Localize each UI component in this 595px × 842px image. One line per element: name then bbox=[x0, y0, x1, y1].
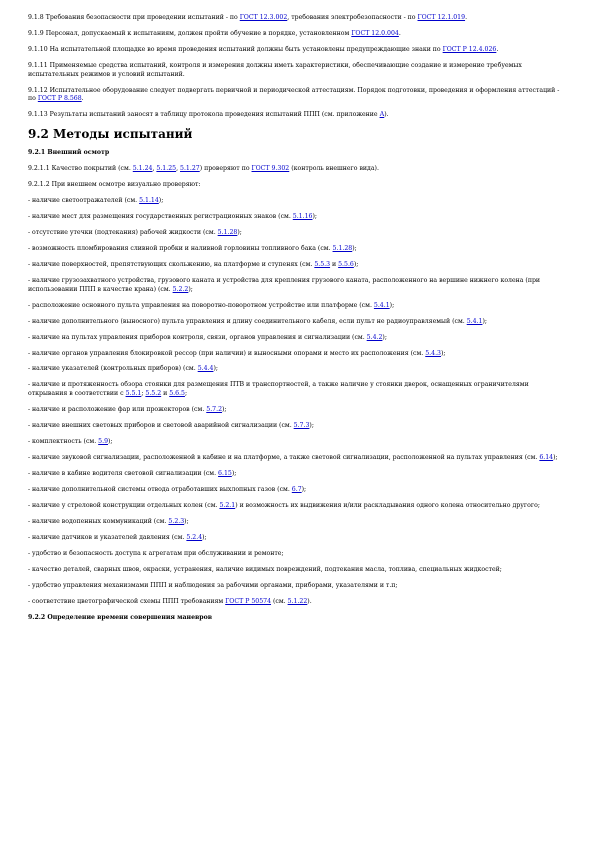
text-segment: 9.1.9 Персонал, допускаемый к испытаниям, должен пройти обучение в порядке, установленном bbox=[28, 29, 352, 37]
text-segment: ); bbox=[222, 406, 227, 414]
text-segment: ); bbox=[482, 317, 487, 325]
reference-link[interactable]: 5.4.3 bbox=[425, 349, 441, 357]
text-segment: ); bbox=[352, 245, 357, 252]
text-segment: - удобство и безопасность доступа к агрегатам при обслуживании и ремонте; bbox=[28, 549, 284, 557]
reference-link[interactable]: ГОСТ 12.0.004 bbox=[351, 29, 399, 37]
text-segment: - наличие грузозахватного устройства, грузового каната и устройства для крепления грузового каната, расположенного на вершине нижнего колена (при использовании ППП в качестве крана) (см. bbox=[28, 276, 541, 293]
reference-link[interactable]: 5.4.4 bbox=[197, 365, 214, 373]
list-item bbox=[28, 318, 567, 327]
paragraph bbox=[28, 87, 567, 104]
reference-link[interactable]: 5.5.1 bbox=[125, 390, 142, 398]
reference-link[interactable]: ГОСТ 12.3.002 bbox=[239, 14, 288, 21]
subsection-title-maneuver-time: 9.2.2 Определение времени совершения маневров bbox=[28, 613, 213, 621]
subsection-title-external-inspection: 9.2.1 Внешний осмотр bbox=[28, 149, 110, 157]
text-segment: - наличие и расположение фар или прожекторов (см. bbox=[28, 406, 207, 414]
text-segment: - наличие в кабине водителя световой сигнализации (см. bbox=[28, 469, 219, 477]
reference-link[interactable]: 5.2.1 bbox=[219, 501, 236, 509]
text-segment: . bbox=[81, 95, 84, 103]
reference-link[interactable]: 5.2.3 bbox=[168, 517, 185, 525]
list-item bbox=[28, 486, 567, 495]
text-segment: ); bbox=[108, 438, 113, 446]
text-segment: . bbox=[398, 29, 401, 37]
reference-link[interactable]: 5.5.2 bbox=[145, 390, 162, 398]
reference-link[interactable]: 5.2.2 bbox=[172, 285, 189, 293]
text-segment: - наличие датчиков и указателей давления (см. bbox=[28, 533, 187, 541]
text-segment: - соответствие цветографической схемы ППП требованиям bbox=[28, 597, 226, 605]
section-heading: 9.2 Методы испытаний bbox=[28, 127, 193, 142]
list-item bbox=[28, 454, 567, 463]
paragraph bbox=[28, 46, 567, 55]
reference-link[interactable]: 5.5.3 bbox=[314, 260, 331, 268]
text-segment: ); bbox=[237, 229, 242, 237]
text-segment: ); bbox=[184, 517, 189, 525]
text-segment: ); bbox=[312, 213, 317, 221]
list-item bbox=[28, 502, 567, 511]
reference-link[interactable]: 5.1.16 bbox=[292, 213, 313, 221]
list-item bbox=[28, 518, 567, 527]
text-segment: 9.1.11 Применяемые средства испытаний, контроля и измерения должны иметь характеристики, обеспечивающие создание и измерение требуемых испытательных режимов и условий испытаний. bbox=[28, 61, 522, 78]
text-segment: - наличие на пультах управления приборов контроля, связи, органов управления и сигнализации (см. bbox=[28, 333, 367, 341]
text-segment: 9.1.12 Испытательное оборудование следует подвергать первичной и периодической аттестациям. Порядок подготовки, проведения и оформления аттестаций - по bbox=[28, 86, 560, 103]
text-segment: ); bbox=[389, 301, 395, 309]
text-segment: - отсутствие утечки (подтекания) рабочей жидкости (см. bbox=[28, 229, 218, 237]
text-segment: 9.1.8 Требования безопасности при проведении испытаний - по bbox=[28, 14, 240, 21]
reference-link[interactable]: 5.4.2 bbox=[366, 333, 383, 341]
reference-link[interactable]: 6.15 bbox=[218, 469, 232, 477]
text-segment: . bbox=[465, 14, 468, 21]
text-segment: - наличие и протяженность обзора стоянки для размещения ПТВ и транспортностей, а также наличие у стоянки дверок, оснащенных ограничителями открывания в соответствии с bbox=[28, 381, 529, 398]
list-item bbox=[28, 566, 567, 575]
text-segment: ). bbox=[307, 597, 312, 605]
list-item bbox=[28, 213, 567, 222]
paragraph bbox=[28, 62, 567, 79]
reference-link[interactable]: 5.1.28 bbox=[217, 229, 238, 237]
reference-link[interactable]: 6.7 bbox=[291, 485, 302, 493]
text-segment: - наличие поверхностей, препятствующих скольжению, на платформе и ступенях (см. bbox=[28, 260, 315, 268]
reference-link[interactable]: ГОСТ Р 50574 bbox=[225, 597, 272, 605]
reference-link[interactable]: 5.4.1 bbox=[373, 301, 390, 309]
text-segment: ; bbox=[184, 390, 188, 398]
inspection-list bbox=[28, 197, 567, 606]
text-segment: и bbox=[161, 390, 170, 398]
text-segment: - наличие внешних световых приборов и световой аварийной сигнализации (см. bbox=[28, 422, 294, 430]
list-item bbox=[28, 381, 567, 398]
list-item bbox=[28, 229, 567, 238]
text-segment: - наличие дополнительного (выносного) пульта управления и длину соединительного кабеля, если пульт не радиоуправляемый (см. bbox=[28, 317, 467, 325]
text-segment: - наличие светоотражателей (см. bbox=[28, 197, 140, 205]
text-segment: , bbox=[176, 165, 181, 173]
text-segment: - возможность пломбирования сливной пробки и наливной горловины топливного бака (см. bbox=[28, 245, 333, 252]
list-item bbox=[28, 438, 567, 447]
list-item bbox=[28, 350, 567, 359]
list-item bbox=[28, 302, 567, 311]
text-segment: - качество деталей, сварных швов, окраски, устранения, наличие видимых повреждений, подтекания масла, топлива, специальных жидкостей; bbox=[28, 565, 502, 573]
text-segment: - наличие у стреловой конструкции отдельных колен (см. bbox=[28, 501, 220, 509]
text-segment: , bbox=[152, 165, 157, 173]
paragraph bbox=[28, 181, 567, 190]
reference-link[interactable]: 5.1.24 bbox=[132, 165, 153, 173]
top-paragraphs bbox=[28, 14, 567, 120]
text-segment: . bbox=[496, 45, 499, 53]
list-item bbox=[28, 470, 567, 479]
text-segment: ); bbox=[231, 469, 237, 477]
reference-link[interactable]: 5.1.25 bbox=[156, 165, 177, 173]
reference-link[interactable]: ГОСТ 9.302 bbox=[251, 165, 290, 173]
mid-paragraphs bbox=[28, 165, 567, 190]
list-item bbox=[28, 598, 567, 607]
list-item bbox=[28, 582, 567, 591]
reference-link[interactable]: 5.1.28 bbox=[332, 245, 353, 252]
list-item bbox=[28, 261, 567, 270]
paragraph bbox=[28, 14, 567, 23]
text-segment: 9.2.1.2 При внешнем осмотре визуально проверяют: bbox=[28, 181, 201, 189]
text-segment: 9.1.13 Результаты испытаний заносят в таблицу протокола проведения испытаний ППП (см. приложение bbox=[28, 111, 380, 119]
text-segment: ); bbox=[353, 260, 359, 268]
list-item bbox=[28, 277, 567, 294]
text-segment: ); bbox=[382, 333, 387, 341]
text-segment: - комплектность (см. bbox=[28, 438, 99, 446]
text-segment: ) проверяют по bbox=[199, 165, 252, 173]
reference-link[interactable]: 5.1.27 bbox=[180, 165, 200, 173]
text-segment: ). bbox=[384, 111, 389, 119]
text-segment: ); bbox=[553, 454, 558, 461]
list-item bbox=[28, 365, 567, 374]
text-segment: ); bbox=[441, 349, 446, 357]
reference-link[interactable]: 5.2.4 bbox=[186, 533, 203, 541]
text-segment: 9.1.10 На испытательной площадке во время проведения испытаний должны быть установлены предупреждающие знаки по bbox=[28, 45, 443, 53]
reference-link[interactable]: 5.9 bbox=[98, 438, 109, 446]
reference-link[interactable]: А bbox=[379, 111, 385, 119]
reference-link[interactable]: ГОСТ 12.1.019 bbox=[417, 14, 466, 21]
text-segment: ); bbox=[213, 365, 218, 373]
text-segment: , требования электробезопасности - по bbox=[287, 14, 418, 21]
list-item bbox=[28, 422, 567, 431]
text-segment: 9.2.1.1 Качество покрытий (см. bbox=[28, 165, 133, 173]
reference-link[interactable]: ГОСТ Р 8.568 bbox=[37, 95, 82, 103]
text-segment: - наличие мест для размещения государственных регистрационных знаков (см. bbox=[28, 213, 293, 221]
list-item bbox=[28, 245, 567, 254]
reference-link[interactable]: 5.5.6 bbox=[338, 260, 354, 268]
text-segment: - удобство управления механизмами ППП и наблюдения за рабочими органами, приборами, указателями и т.п; bbox=[28, 581, 398, 589]
list-item bbox=[28, 534, 567, 543]
text-segment: - расположение основного пульта управления на поворотно-поворотном устройстве или платформе (см. bbox=[28, 301, 374, 309]
text-segment: ); bbox=[301, 485, 307, 493]
text-segment: (контроль внешнего вида). bbox=[289, 165, 379, 173]
text-segment: ); bbox=[158, 197, 164, 205]
reference-link[interactable]: 5.1.22 bbox=[287, 597, 308, 605]
text-segment: ); bbox=[202, 533, 207, 541]
text-segment: - наличие указателей (контрольных приборов) (см. bbox=[28, 365, 198, 373]
text-segment: - наличие звуковой сигнализации, расположенной в кабине и на платформе, а также световой сигнализации, расположенной на пультах управления (см. bbox=[28, 454, 540, 461]
text-segment: и bbox=[330, 260, 339, 268]
text-segment: ) и возможность их выдвижения и/или раскладывания одного колена относительно другого; bbox=[235, 501, 540, 509]
text-segment: ); bbox=[309, 422, 314, 430]
text-segment: - наличие дополнительной системы отвода отработавших выхлопных газов (см. bbox=[28, 485, 292, 493]
reference-link[interactable]: 5.1.14 bbox=[139, 197, 159, 205]
reference-link[interactable]: 6.14 bbox=[539, 454, 554, 461]
text-segment: - наличие органов управления блокировкой рессор (при наличии) и выносными опорами и место их расположения (см. bbox=[28, 349, 426, 357]
reference-link[interactable]: 5.7.3 bbox=[293, 422, 310, 430]
list-item bbox=[28, 550, 567, 559]
reference-link[interactable]: 5.6.5 bbox=[169, 390, 185, 398]
reference-link[interactable]: ГОСТ Р 12.4.026 bbox=[442, 45, 497, 53]
text-segment: (см. bbox=[271, 597, 288, 605]
text-segment: - наличие водопенных коммуникаций (см. bbox=[28, 517, 169, 525]
reference-link[interactable]: 5.4.1 bbox=[466, 317, 483, 325]
reference-link[interactable]: 5.7.2 bbox=[206, 406, 223, 414]
text-segment: ); bbox=[188, 285, 193, 293]
list-item bbox=[28, 197, 567, 206]
list-item bbox=[28, 334, 567, 343]
paragraph bbox=[28, 165, 567, 174]
paragraph bbox=[28, 111, 567, 120]
paragraph bbox=[28, 30, 567, 39]
list-item bbox=[28, 406, 567, 415]
text-segment: ; bbox=[141, 390, 146, 398]
